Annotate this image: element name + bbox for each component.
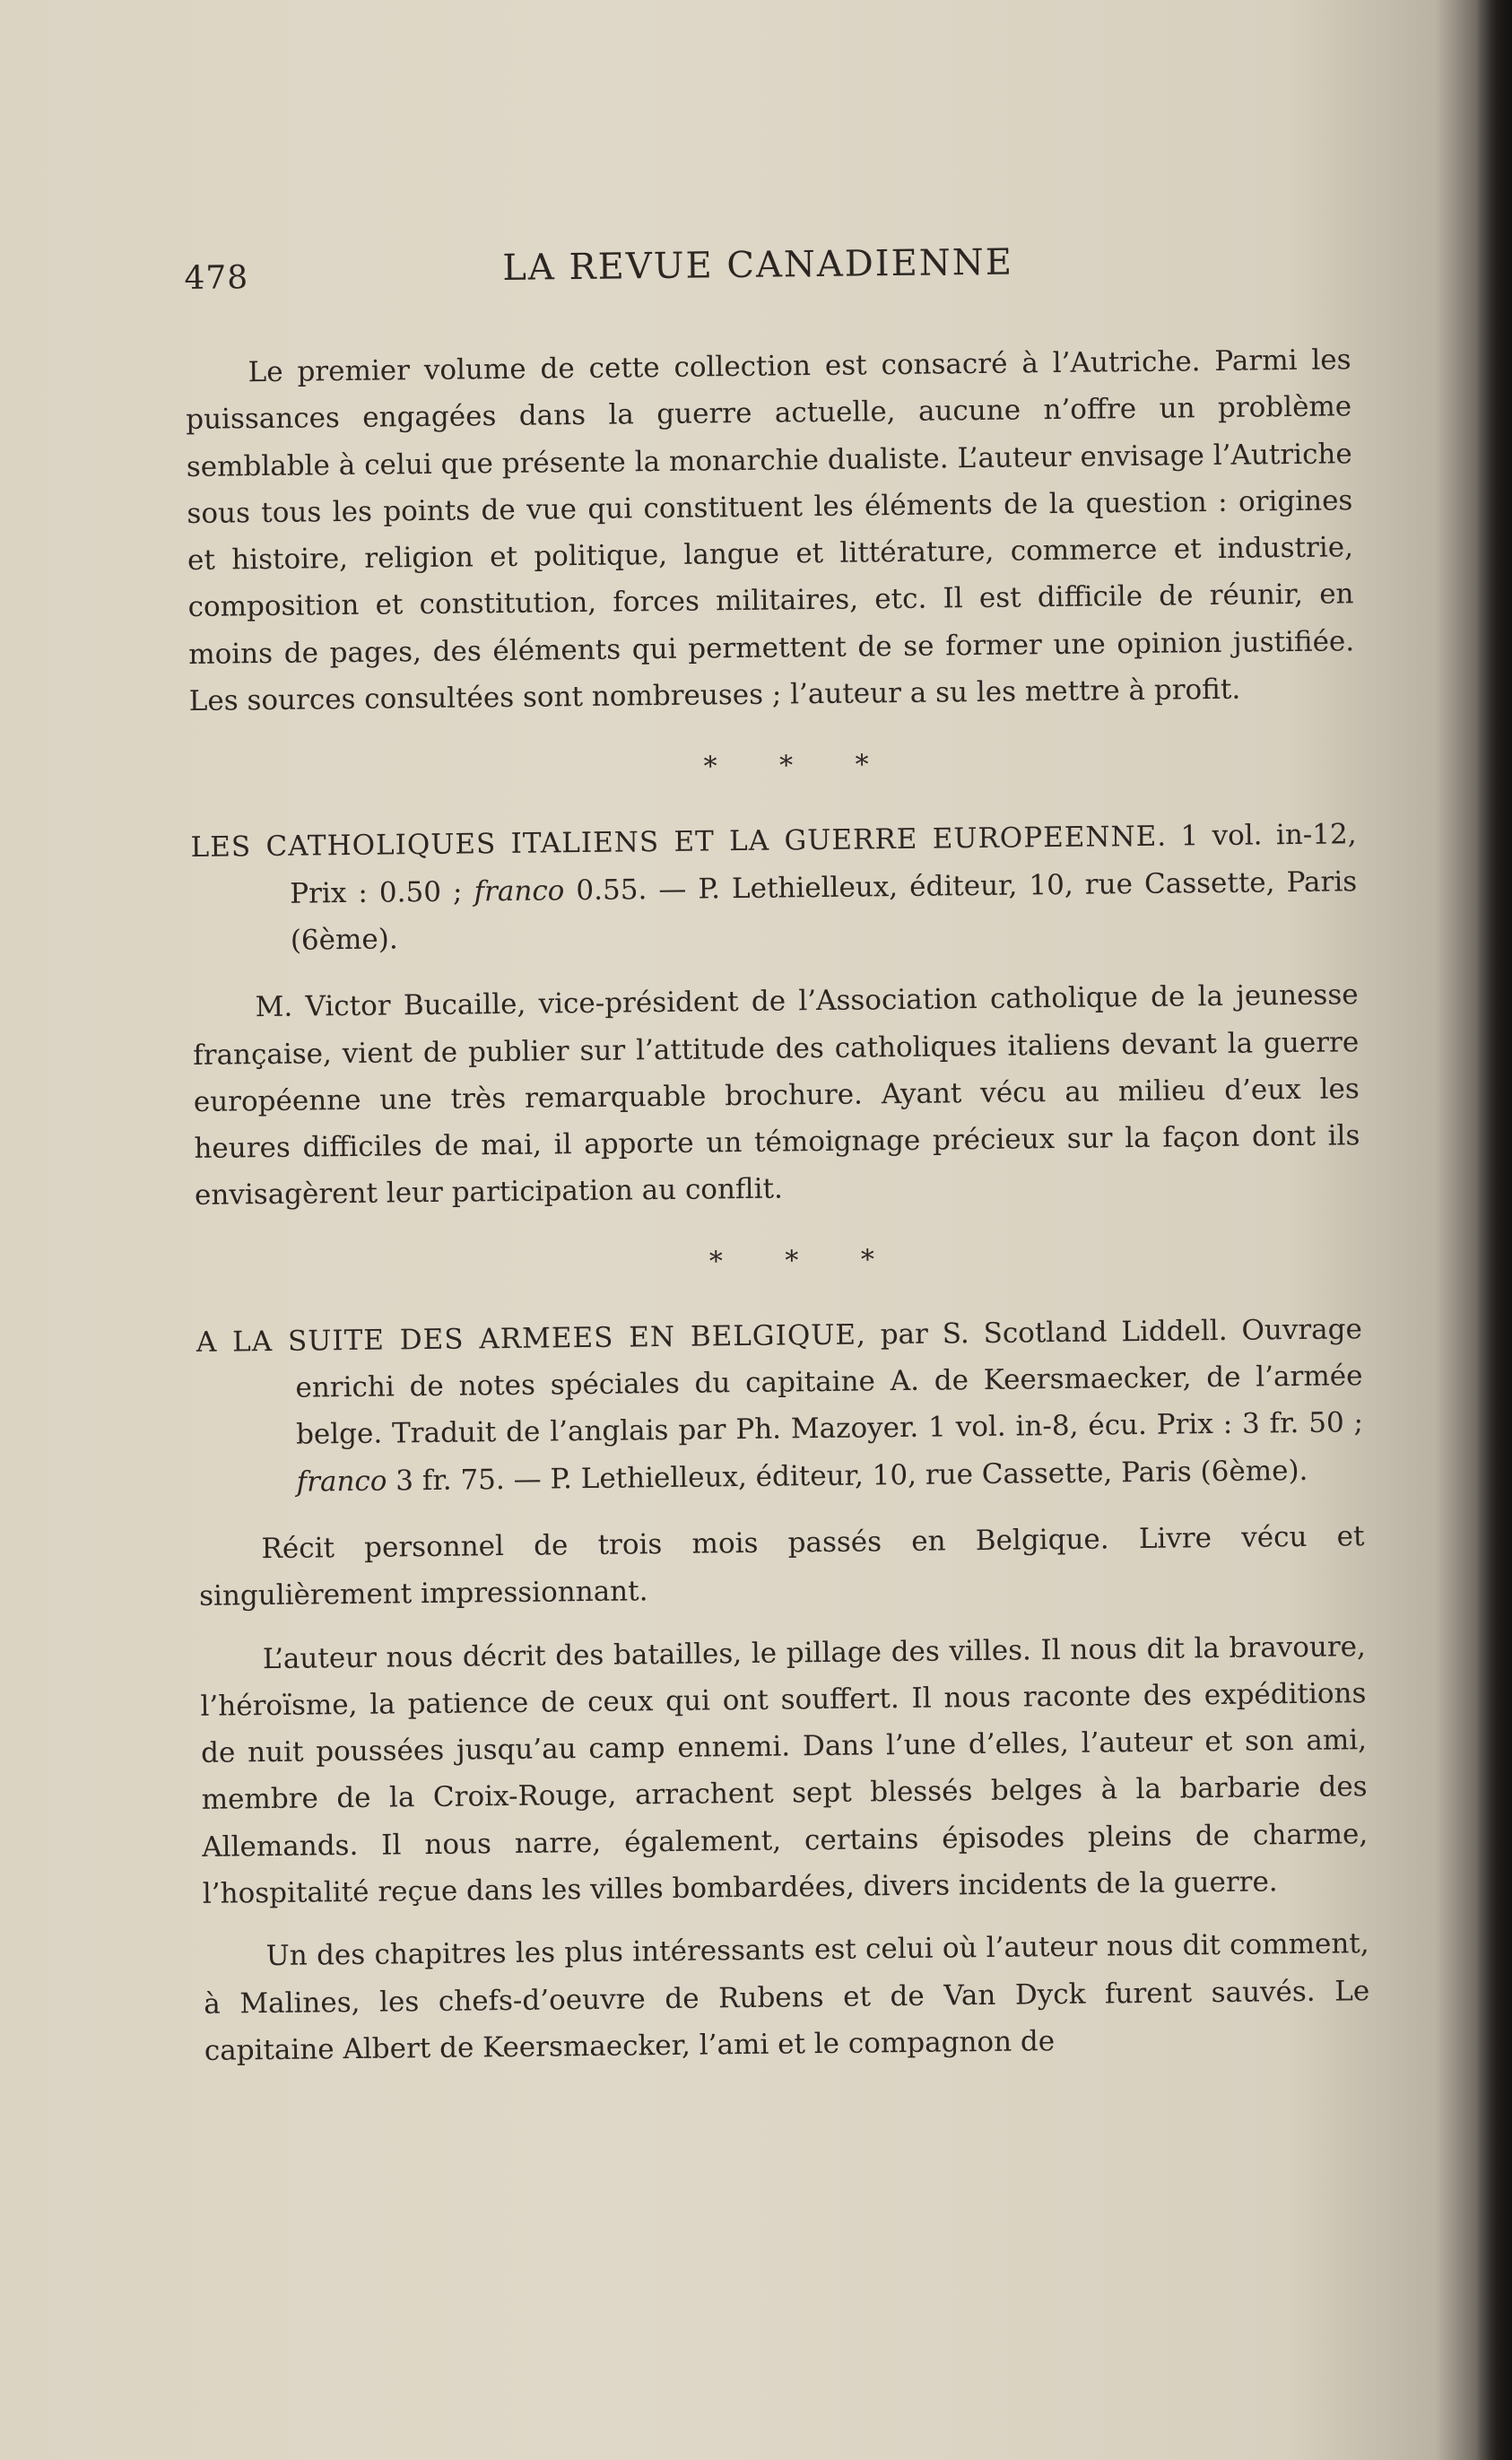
page-header xyxy=(184,229,1351,305)
belgique-review-paragraph-3: Un des chapitres les plus intéressants est celui où l’auteur nous dit comment, à Malines, les chefs-d’oeuvre de Rubens et de Van Dyck furent sauvés. Le capitaine Albert de Keersmaecker, l’ami et le compagnon de xyxy=(204,1927,1370,2067)
franco-label: franco xyxy=(296,1465,387,1499)
section-separator: * * * xyxy=(703,749,896,783)
austria-review-paragraph: Le premier volume de cette collection est consacré à l’Autriche. Parmi les puissances engagées dans la guerre actuelle, aucune n’offre un problème semblable à celui que présente la monarchie dualiste. L’auteur envisage l’Autriche sous tous les points de vue qui constituent les éléments de la question : origines et histoire, religion et politique, langue et littérature, commerce et industrie, composition et constitution, forces militaires, etc. Il est difficile de réunir, en moins de pages, des éléments qui permettent de se former une opinion justifiée. Les sources consultées sont nombreuses ; l’auteur a su les mettre à profit. xyxy=(186,343,1355,718)
book-entry-catholiques-italiens xyxy=(190,812,1358,966)
franco-label: franco xyxy=(474,874,565,908)
book-details: 1 vol. in-12, Prix : 0.50 ; xyxy=(290,818,1357,910)
belgique-review-paragraph-2: L’auteur nous décrit des batailles, le pillage des villes. Il nous dit la bravoure, l’héroïsme, la patience de ceux qui ont souffert. Il nous raconte des expéditions de nuit poussées jusqu’au camp ennemi. Dans l’une d’elles, l’auteur et son ami, membre de la Croix-Rouge, arrachent sept blessés belges à la barbarie des Allemands. Il nous narre, également, certains épisodes pleins de charme, l’hospitalité reçue dans les villes bombardées, divers incidents de la guerre. xyxy=(200,1630,1369,1910)
belgique-review-paragraph-1: Récit personnel de trois mois passés en Belgique. Livre vécu et singulièrement impressionnant. xyxy=(198,1520,1365,1613)
book-entry-armees-belgique xyxy=(196,1306,1364,1507)
book-title: A LA SUITE DES ARMEES EN BELGIQUE, xyxy=(196,1318,867,1359)
book-details-end: 3 fr. 75. — P. Lethielleux, éditeur, 10, rue Cassette, Paris (6ème). xyxy=(387,1454,1308,1498)
book-details: par S. Scotland Liddell. Ouvrage enrichi de notes spéciales du capitaine A. de Keersmaecker, de l’armée belge. Traduit de l’anglais par Ph. Mazoyer. 1 vol. in-8, écu. Prix : 3 fr. 50 ; xyxy=(295,1312,1364,1452)
binding-shadow xyxy=(1476,0,1512,2460)
section-separator: * * * xyxy=(708,1243,902,1278)
book-details-end: 0.55. — P. Lethielleux, éditeur, 10, rue Cassette, Paris (6ème). xyxy=(290,865,1358,957)
catholiques-review-paragraph: M. Victor Bucaille, vice-président de l’Association catholique de la jeunesse française, vient de publier sur l’attitude des catholiques italiens devant la guerre européenne une très remarquable brochure. Ayant vécu au milieu d’eux les heures difficiles de mai, il apporte un témoignage précieux sur la façon dont ils envisagèrent leur participation au conflit. xyxy=(193,978,1360,1213)
page-number: 478 xyxy=(184,259,249,297)
journal-title: LA REVUE CANADIENNE xyxy=(502,241,1014,289)
book-title: LES CATHOLIQUES ITALIENS ET LA GUERRE EUROPEENNE. xyxy=(190,820,1168,865)
page-content xyxy=(184,229,1370,2074)
